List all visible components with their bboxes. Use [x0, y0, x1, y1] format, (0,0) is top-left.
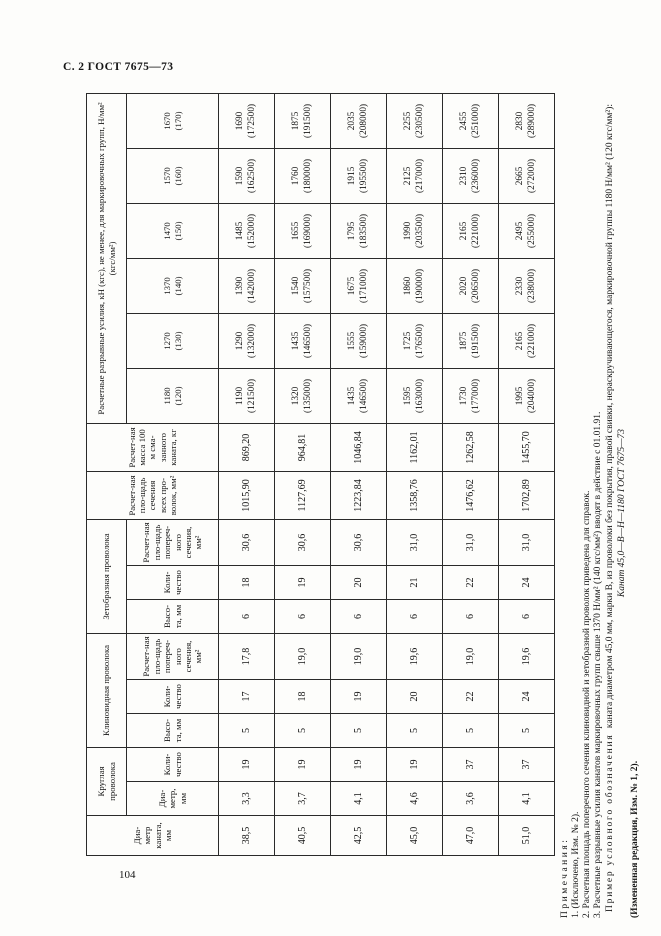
note-item: 1. (Исключено, Изм. № 2).: [570, 811, 581, 918]
cell-round-wire-count: 19: [275, 748, 331, 782]
cell-wedge-wire-area: 19,0: [331, 633, 387, 679]
cell-z-wire-area: 31,0: [443, 519, 499, 565]
table-row: [443, 93, 499, 855]
cell-z-wire-count: 21: [387, 565, 443, 599]
cell-breaking-force: 1595 (163000): [387, 368, 443, 423]
cell-z-wire-height: 6: [499, 599, 555, 633]
col-header-force-group-1180: 1180 (120): [127, 368, 219, 423]
col-header-round-wire-group: Круглая проволока: [87, 748, 127, 816]
cell-wedge-wire-height: 5: [499, 714, 555, 748]
cell-z-wire-area: 30,6: [275, 519, 331, 565]
cell-cable-diameter: 38,5: [219, 816, 275, 856]
cell-wedge-wire-count: 24: [499, 680, 555, 714]
cell-wedge-wire-count: 18: [275, 680, 331, 714]
cell-breaking-force: 1320 (135000): [275, 368, 331, 423]
cell-breaking-force: 1190 (121500): [219, 368, 275, 423]
cell-breaking-force: 1485 (152000): [219, 203, 275, 258]
rotated-content-area: [86, 94, 652, 934]
cell-round-wire-diameter: 3,7: [275, 782, 331, 816]
cell-round-wire-diameter: 4,1: [499, 782, 555, 816]
cell-mass: 1262,58: [443, 423, 499, 471]
col-header-z-height: Высо-та, мм: [127, 599, 219, 633]
cell-z-wire-count: 19: [275, 565, 331, 599]
cell-breaking-force: 2165 (221000): [443, 203, 499, 258]
cell-breaking-force: 1290 (132000): [219, 313, 275, 368]
cell-mass: 869,20: [219, 423, 275, 471]
cell-breaking-force: 1990 (203500): [387, 203, 443, 258]
cell-wedge-wire-area: 19,0: [443, 633, 499, 679]
cell-z-wire-count: 24: [499, 565, 555, 599]
notes-title: Примечания:: [560, 837, 570, 918]
cell-cable-diameter: 47,0: [443, 816, 499, 856]
cell-round-wire-count: 37: [499, 748, 555, 782]
cell-total-area: 1223,84: [331, 471, 387, 519]
cell-breaking-force: 1760 (180000): [275, 148, 331, 203]
cell-mass: 964,81: [275, 423, 331, 471]
cable-spec-table: [86, 93, 555, 856]
col-header-wedge-height: Высо-та, мм: [127, 714, 219, 748]
cell-z-wire-height: 6: [219, 599, 275, 633]
col-header-breaking-forces-group: Расчетные разрывные усилия, кН (кгс), не менее, для маркировочных групп, Н/мм² (кгс/мм²): [87, 93, 127, 423]
col-header-total-area: Расчет-ная пло-щадь сечения всех про-волок, мм²: [87, 471, 219, 519]
cell-round-wire-diameter: 3,6: [443, 782, 499, 816]
cell-breaking-force: 1590 (162500): [219, 148, 275, 203]
cell-breaking-force: 1435 (146500): [331, 368, 387, 423]
col-header-wedge-area: Расчет-ная пло-щадь попереч-ного сечения, мм²: [127, 633, 219, 679]
col-header-z-area: Расчет-ная пло-щадь попереч-ного сечения, мм²: [127, 519, 219, 565]
col-header-round-count: Коли-чество: [127, 748, 219, 782]
cell-z-wire-area: 31,0: [387, 519, 443, 565]
cell-cable-diameter: 40,5: [275, 816, 331, 856]
table-row: [275, 93, 331, 855]
cell-breaking-force: 1690 (172500): [219, 93, 275, 148]
cell-breaking-force: 1675 (171000): [331, 258, 387, 313]
cell-breaking-force: 2035 (208000): [331, 93, 387, 148]
cell-breaking-force: 1795 (183500): [331, 203, 387, 258]
cell-breaking-force: 1875 (191500): [275, 93, 331, 148]
cell-z-wire-area: 30,6: [331, 519, 387, 565]
cell-breaking-force: 1915 (195500): [331, 148, 387, 203]
example-paragraph: [605, 94, 616, 932]
cell-breaking-force: 1435 (146500): [275, 313, 331, 368]
example-body: каната диаметром 45,0 мм, марки В, из проволоки без покрытия, правой свивки, нераскручивающегося, маркировочной группы 1180 Н/мм² (120 кгс/мм²):: [604, 103, 615, 729]
landscape-content: [86, 94, 652, 934]
cell-breaking-force: 1555 (159000): [331, 313, 387, 368]
notes-section: [560, 94, 640, 932]
col-header-force-group-1570: 1570 (160): [127, 148, 219, 203]
cell-wedge-wire-count: 17: [219, 680, 275, 714]
cell-round-wire-count: 19: [219, 748, 275, 782]
cell-breaking-force: 1860 (190000): [387, 258, 443, 313]
table-row: [331, 93, 387, 855]
col-header-mass: Расчет-ная масса 100 м сма-занного каната, кг: [87, 423, 219, 471]
cell-breaking-force: 2165 (221000): [499, 313, 555, 368]
cell-round-wire-count: 19: [331, 748, 387, 782]
example-lead: Пример условного обозначения: [604, 733, 615, 912]
cell-total-area: 1702,89: [499, 471, 555, 519]
cell-breaking-force: 2310 (236000): [443, 148, 499, 203]
cell-breaking-force: 1730 (177000): [443, 368, 499, 423]
cell-wedge-wire-area: 17,8: [219, 633, 275, 679]
col-header-force-group-1670: 1670 (170): [127, 93, 219, 148]
cell-wedge-wire-count: 22: [443, 680, 499, 714]
cell-z-wire-count: 20: [331, 565, 387, 599]
col-header-z-wire-group: Зетобразная проволока: [87, 519, 127, 633]
col-header-wedge-wire-group: Клиновидная проволока: [87, 633, 127, 747]
cell-breaking-force: 2255 (230500): [387, 93, 443, 148]
cell-total-area: 1127,69: [275, 471, 331, 519]
cell-wedge-wire-area: 19,0: [275, 633, 331, 679]
col-header-wedge-count: Коли-чество: [127, 680, 219, 714]
note-item: 2. Расчетная площадь поперечного сечения клиновидной и зетобразной проволок приведена для справок.: [581, 490, 592, 918]
cell-breaking-force: 2020 (206500): [443, 258, 499, 313]
cell-cable-diameter: 45,0: [387, 816, 443, 856]
cell-mass: 1455,70: [499, 423, 555, 471]
cell-wedge-wire-area: 19,6: [387, 633, 443, 679]
amendment-note: (Измененная редакция, Изм. № 1, 2).: [629, 760, 640, 918]
table-row: [499, 93, 555, 855]
cell-total-area: 1015,90: [219, 471, 275, 519]
cell-mass: 1046,84: [331, 423, 387, 471]
cell-cable-diameter: 42,5: [331, 816, 387, 856]
cell-round-wire-count: 19: [387, 748, 443, 782]
cell-z-wire-height: 6: [387, 599, 443, 633]
cell-round-wire-diameter: 4,6: [387, 782, 443, 816]
col-header-force-group-1370: 1370 (140): [127, 258, 219, 313]
cell-breaking-force: 2455 (251000): [443, 93, 499, 148]
cell-round-wire-count: 37: [443, 748, 499, 782]
cell-breaking-force: 2330 (238000): [499, 258, 555, 313]
cell-breaking-force: 2830 (289000): [499, 93, 555, 148]
cell-z-wire-count: 22: [443, 565, 499, 599]
cell-z-wire-height: 6: [443, 599, 499, 633]
cell-wedge-wire-height: 5: [387, 714, 443, 748]
cell-wedge-wire-height: 5: [275, 714, 331, 748]
table-row: [387, 93, 443, 855]
cell-z-wire-height: 6: [275, 599, 331, 633]
cell-z-wire-area: 31,0: [499, 519, 555, 565]
cell-mass: 1162,01: [387, 423, 443, 471]
cell-breaking-force: 1995 (204000): [499, 368, 555, 423]
cell-wedge-wire-height: 5: [219, 714, 275, 748]
cell-breaking-force: 2665 (272000): [499, 148, 555, 203]
cell-z-wire-count: 18: [219, 565, 275, 599]
cell-round-wire-diameter: 3,3: [219, 782, 275, 816]
cell-breaking-force: 1390 (142000): [219, 258, 275, 313]
cell-breaking-force: 2495 (255000): [499, 203, 555, 258]
cell-cable-diameter: 51,0: [499, 816, 555, 856]
cell-wedge-wire-height: 5: [331, 714, 387, 748]
table-group-header-row: [87, 93, 127, 855]
col-header-z-count: Коли-чество: [127, 565, 219, 599]
cell-z-wire-area: 30,6: [219, 519, 275, 565]
col-header-cable-diameter: Диа-метр каната, мм: [87, 816, 219, 856]
cell-breaking-force: 1540 (157500): [275, 258, 331, 313]
cell-breaking-force: 1725 (176500): [387, 313, 443, 368]
cell-wedge-wire-count: 20: [387, 680, 443, 714]
cell-z-wire-height: 6: [331, 599, 387, 633]
cell-breaking-force: 1655 (169000): [275, 203, 331, 258]
cell-breaking-force: 2125 (217000): [387, 148, 443, 203]
note-item: 3. Расчетные разрывные усилия канатов маркировочных групп свыше 1370 Н/мм² (140 кгс/мм²) вводят в действие с 01.01.91.: [592, 411, 603, 918]
col-header-round-diameter: Диа-метр, мм: [127, 782, 219, 816]
cell-total-area: 1476,62: [443, 471, 499, 519]
running-header: С. 2 ГОСТ 7675—73: [63, 61, 174, 73]
cell-total-area: 1358,76: [387, 471, 443, 519]
cell-breaking-force: 1875 (191500): [443, 313, 499, 368]
cell-wedge-wire-height: 5: [443, 714, 499, 748]
cell-wedge-wire-count: 19: [331, 680, 387, 714]
col-header-force-group-1470: 1470 (150): [127, 203, 219, 258]
col-header-force-group-1270: 1270 (130): [127, 313, 219, 368]
page-number: 104: [119, 869, 136, 881]
cell-wedge-wire-area: 19,6: [499, 633, 555, 679]
cable-designation: Канат 45,0—В—Н—1180 ГОСТ 7675—73: [616, 428, 627, 598]
cell-round-wire-diameter: 4,1: [331, 782, 387, 816]
table-row: [219, 93, 275, 855]
